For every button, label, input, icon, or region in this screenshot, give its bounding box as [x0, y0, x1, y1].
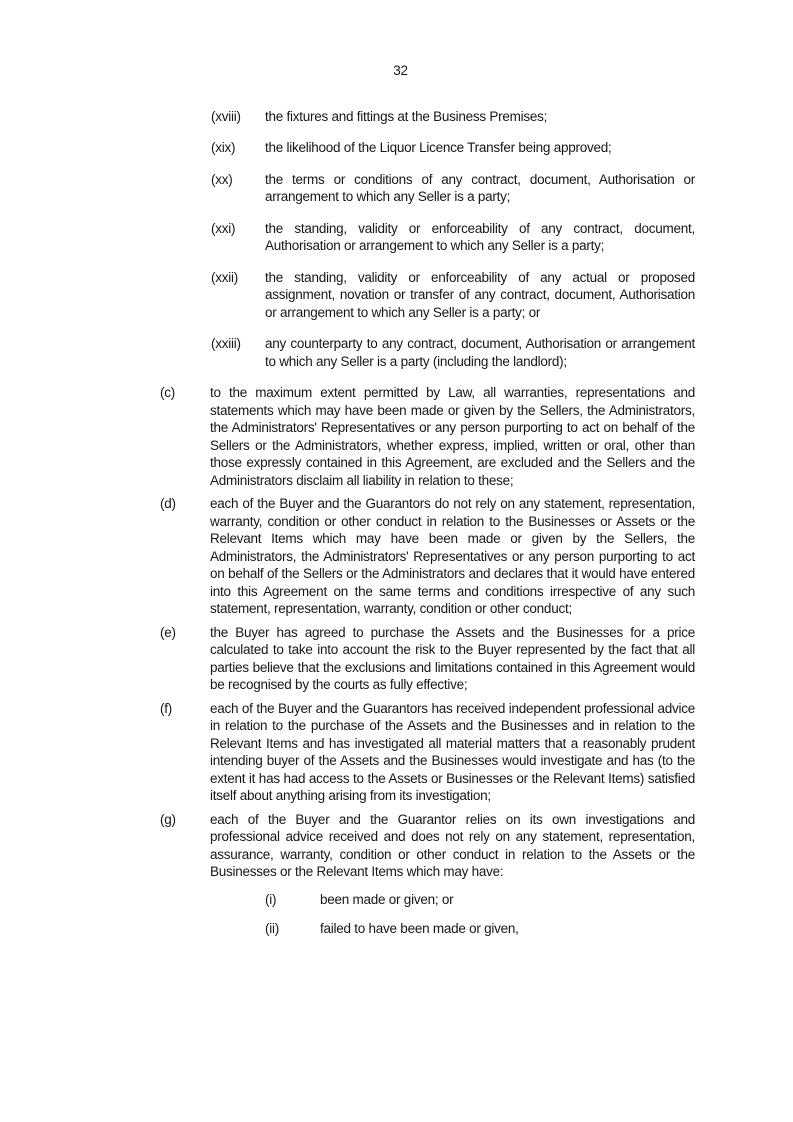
list-item-label: (g) — [160, 811, 176, 827]
list-item-label: (xxii) — [211, 269, 238, 285]
list-item — [160, 495, 695, 618]
list-item — [160, 384, 695, 489]
list-item-label: (c) — [160, 385, 175, 400]
list-item-label: (e) — [160, 624, 176, 640]
list-item-label: (f) — [160, 700, 172, 716]
list-item-text: been made or given; or — [320, 891, 454, 907]
roman-numeral-list — [160, 108, 695, 371]
list-item-label: (xx) — [211, 171, 233, 187]
list-item-text: failed to have been made or given, — [320, 921, 519, 936]
list-item-text: each of the Buyer and the Guarantors do not rely on any statement, representation, warranty, condition or other conduct in relation to the Businesses or Assets or the Relevant Items which may have been made or given by the Sellers, the Administrators, the Administrators' Representatives or any person purporting to act on behalf of the Sellers or the Administrators and declares that it would have entered into this Agreement on the same terms and conditions irrespective of any such statement, representation, warranty, condition or other conduct; — [210, 496, 695, 616]
list-item — [211, 171, 695, 206]
list-item — [265, 920, 695, 938]
page-number: 32 — [393, 63, 408, 78]
list-item-text: the standing, validity or enforceability of any actual or proposed assignment, novation or transfer of any contract, document, Authorisation or arrangement to which any Seller is a party; or — [265, 269, 695, 320]
list-item — [211, 220, 695, 255]
list-item-text: any counterparty to any contract, document, Authorisation or arrangement to which any Seller is a party (including the landlord); — [265, 336, 695, 369]
letter-list — [160, 384, 695, 881]
list-item-label: (d) — [160, 496, 176, 511]
list-item-label: (ii) — [265, 921, 279, 936]
list-item — [265, 891, 695, 909]
list-item-label: (xxi) — [211, 220, 236, 236]
sub-item-list — [160, 891, 695, 938]
list-item-text: the terms or conditions of any contract, document, Authorisation or arrangement to which any Seller is a party; — [265, 171, 695, 204]
list-item — [211, 269, 695, 322]
list-item-text: the standing, validity or enforceability of any contract, document, Authorisation or arrangement to which any Seller is a party; — [265, 220, 695, 253]
list-item — [160, 811, 695, 881]
list-item — [211, 139, 695, 157]
list-item-text: the likelihood of the Liquor Licence Transfer being approved; — [265, 140, 612, 155]
list-item-label: (xviii) — [211, 108, 241, 124]
list-item-text: each of the Buyer and the Guarantor relies on its own investigations and professional advice received and does not rely on any statement, representation, assurance, warranty, condition or other conduct in relation to the Assets or the Businesses or the Relevant Items which may have: — [210, 811, 695, 879]
list-item — [160, 624, 695, 694]
list-item-text: the fixtures and fittings at the Business Premises; — [265, 108, 548, 124]
list-item — [211, 108, 695, 126]
list-item-label: (xxiii) — [211, 336, 241, 351]
list-item-text: to the maximum extent permitted by Law, all warranties, representations and statements which may have been made or given by the Sellers, the Administrators, the Administrators' Representatives or any person purporting to act on behalf of the Sellers or the Administrators, whether express, implied, written or oral, other than those expressly contained in this Agreement, are excluded and the Sellers and the Administrators disclaim all liability in relation to these; — [210, 385, 695, 488]
list-item — [211, 335, 695, 370]
list-item-text: each of the Buyer and the Guarantors has received independent professional advice in relation to the purchase of the Assets and the Businesses and in relation to the Relevant Items and has investigated all material matters that a reasonably prudent intending buyer of the Assets and the Businesses would investigate and has (to the extent it has had access to the Assets or Businesses or the Relevant Items) satisfied itself about anything arising from its investigation; — [210, 700, 695, 803]
list-item — [160, 700, 695, 805]
list-item-label: (xix) — [211, 140, 236, 155]
list-item-label: (i) — [265, 891, 277, 907]
list-item-text: the Buyer has agreed to purchase the Assets and the Businesses for a price calculated to take into account the risk to the Buyer represented by the fact that all parties believe that the exclusions and limitations contained in this Agreement would be recognised by the courts as fully effective; — [210, 624, 695, 692]
